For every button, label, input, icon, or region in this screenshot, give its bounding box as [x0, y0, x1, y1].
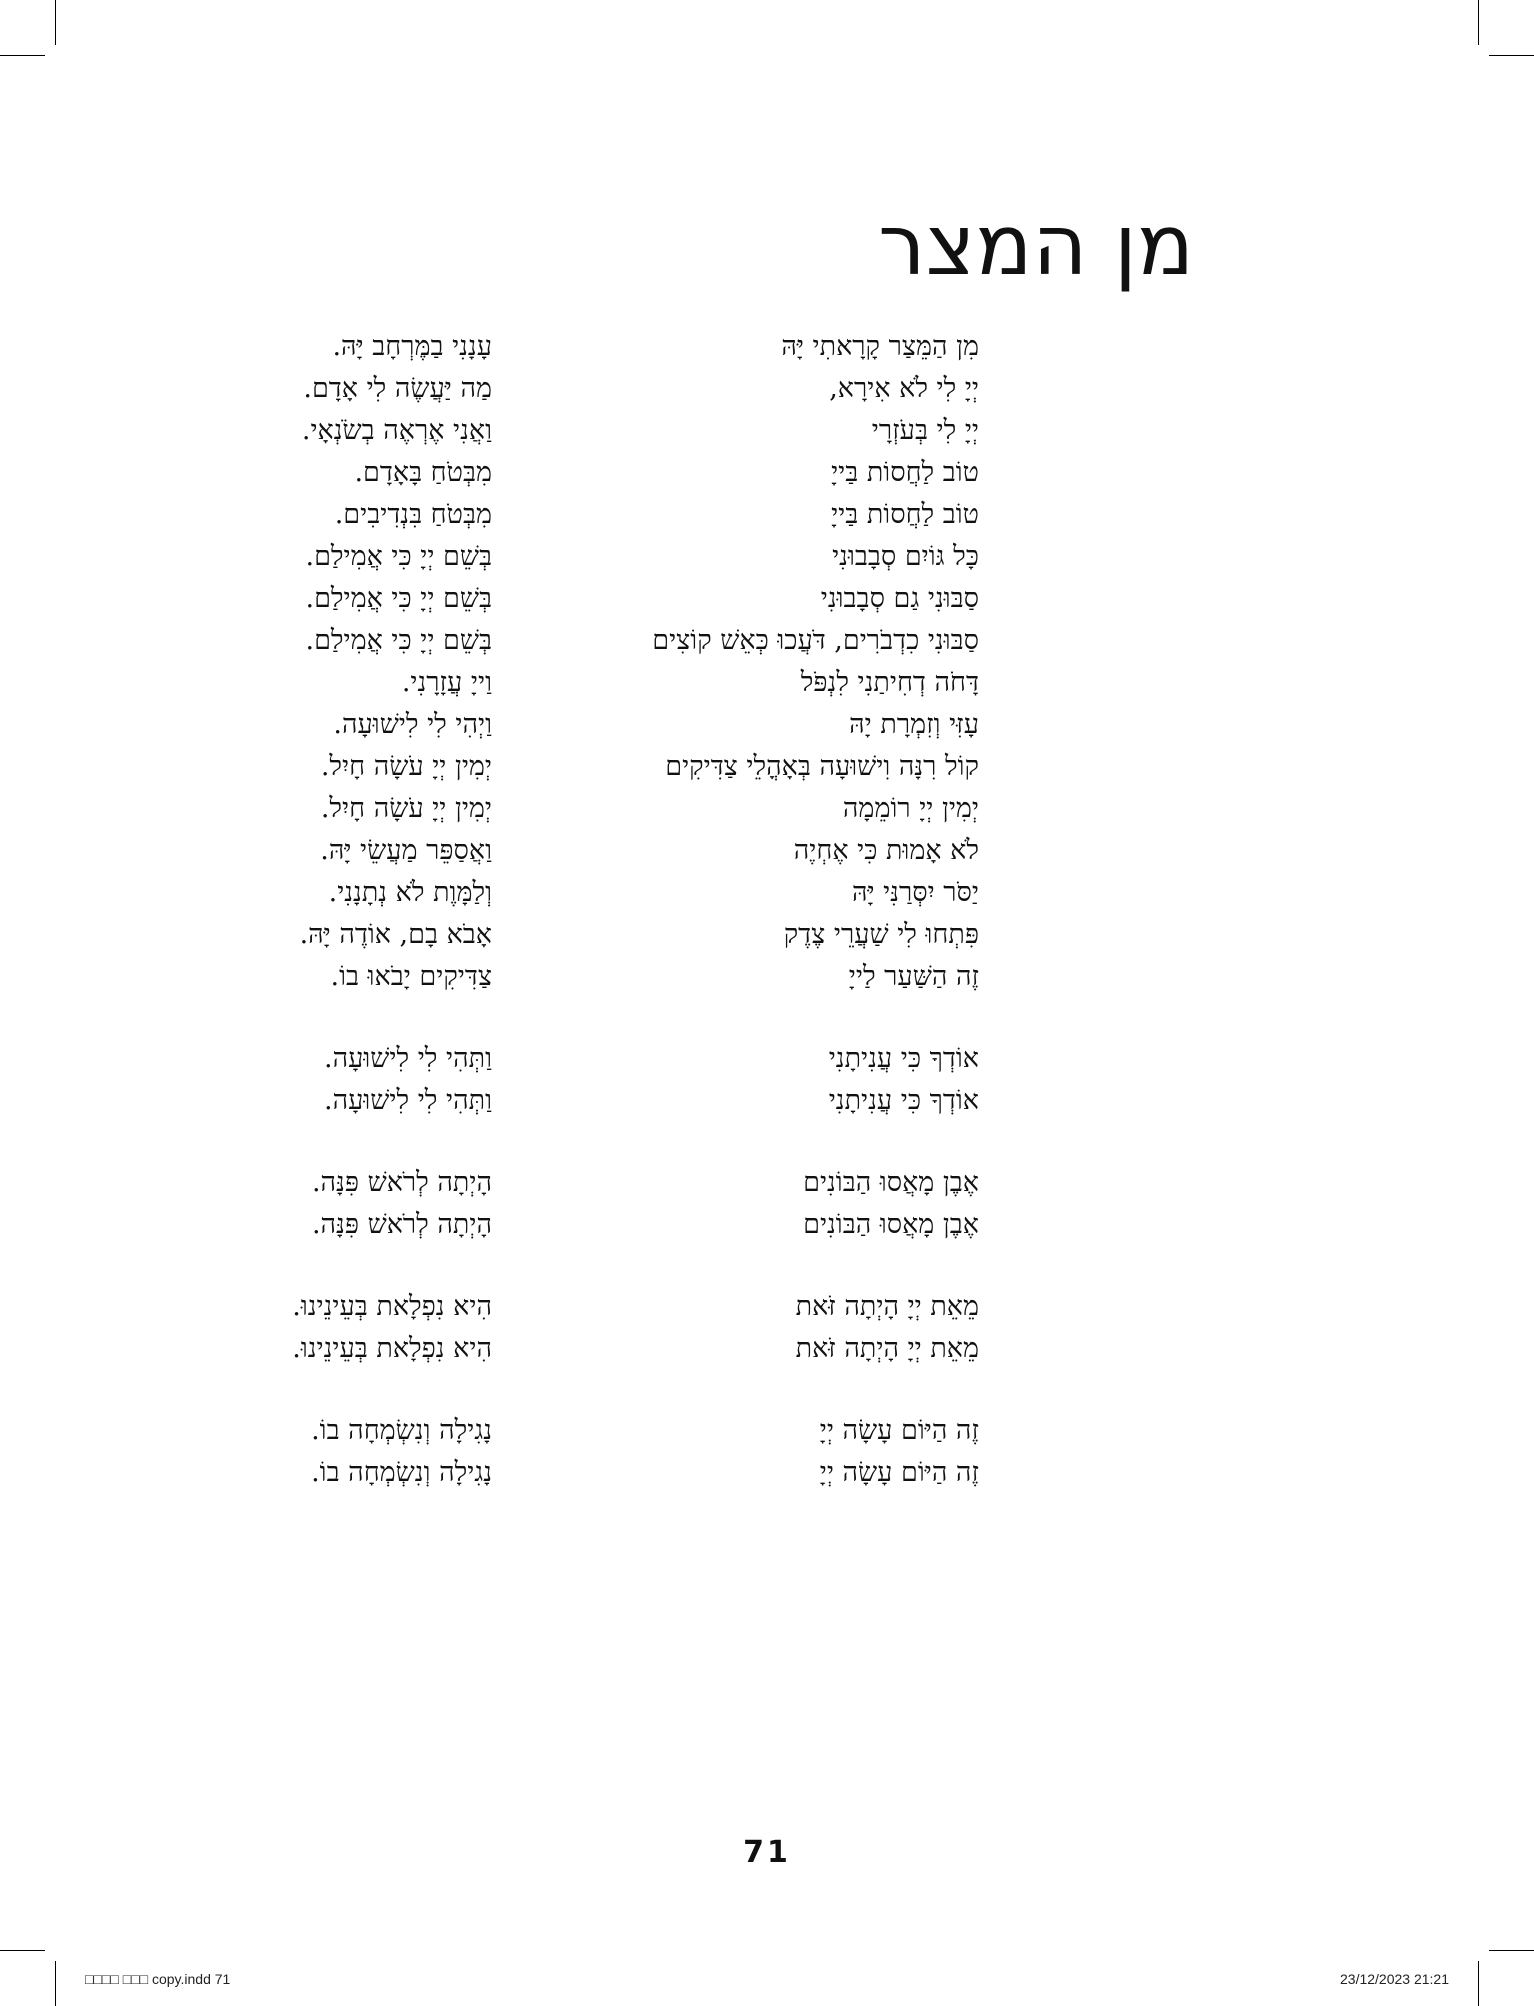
left-verse-line: וַאֲנִי אֶרְאֶה בְשֹׂנְאָי. [301, 415, 492, 446]
right-verse-line: זֶה הַיּוֹם עָשָׂה יְיָ [819, 1457, 979, 1488]
left-verse-line: וַייָ עֲזָרָנִי. [401, 667, 492, 698]
right-verse-line: סַבּוּנִי גַם סְבָבוּנִי [820, 583, 979, 614]
left-verse-line: וַאֲסַפֵּר מַעֲשֵׂי יָּהּ. [320, 835, 492, 866]
stanza [509, 1410, 979, 1494]
right-verse-line: יַסֹּר יִסְּרַנִּי יָּהּ [851, 877, 979, 908]
left-verse-line: מִבְּטֹחַ בִּנְדִיבִים. [334, 499, 492, 530]
date-slug: 23/12/2023 21:21 [1340, 1971, 1449, 1987]
crop-mark [1489, 55, 1534, 56]
right-verse-line: אֶבֶן מָאֲסוּ הַבּוֹנִים [803, 1167, 979, 1198]
left-verse-line: וַתְּהִי לִי לִישׁוּעָה. [324, 1085, 492, 1116]
crop-mark [1478, 0, 1479, 45]
right-verse-line: טוֹב לַחֲסוֹת בַּייָ [831, 499, 979, 530]
left-verse-line: בְּשֵׁם יְיָ כִּי אֲמִילַם. [305, 625, 492, 656]
left-verse-line: אָבֹא בָם, אוֹדֶה יָּהּ. [299, 919, 492, 950]
right-verse-line: יְיָ לִי בְּעֹזְרָי [871, 415, 979, 446]
left-verse-line: וַתְּהִי לִי לִישׁוּעָה. [324, 1043, 492, 1074]
left-verse-line: בְּשֵׁם יְיָ כִּי אֲמִילַם. [305, 583, 492, 614]
right-verse-line: קוֹל רִנָּה וִישׁוּעָה בְּאָהֳלֵי צַדִּיקִים [665, 751, 979, 782]
right-verse-line: אוֹדְךָ כִּי עֲנִיתָנִי [828, 1043, 979, 1074]
stanza [509, 1162, 979, 1246]
left-verse-line: עָנָנִי בַמֶּרְחָב יָּהּ. [332, 331, 492, 362]
crop-mark [55, 0, 56, 45]
right-verse-line: דָּחֹה דְחִיתַנִי לִנְפֹּל [800, 667, 979, 698]
right-verse-line: מֵאֵת יְיָ הָיְתָה זֹּאת [795, 1333, 979, 1364]
left-verse-line: הָיְתָה לְרֹאשׁ פִּנָּה. [311, 1167, 492, 1198]
crop-mark [1489, 1950, 1534, 1951]
stanza [509, 1038, 979, 1122]
left-verse-line: הִיא נִפְלָאת בְּעֵינֵינוּ. [292, 1291, 492, 1322]
stanza [192, 1286, 492, 1370]
left-verse-line: בְּשֵׁם יְיָ כִּי אֲמִילַם. [305, 541, 492, 572]
right-verse-line: אוֹדְךָ כִּי עֲנִיתָנִי [828, 1085, 979, 1116]
stanza [192, 1410, 492, 1494]
right-verse-line: מֵאֵת יְיָ הָיְתָה זֹּאת [795, 1291, 979, 1322]
right-verse-line: זֶה הַשַּׁעַר לַייָ [848, 961, 979, 992]
right-verse-line: מִן הַמֵּצַר קָרָאתִי יָּהּ [781, 331, 979, 362]
crop-mark [0, 1950, 45, 1951]
poem-left-column [192, 326, 492, 1534]
right-verse-line: לֹא אָמוּת כִּי אֶחְיֶה [793, 835, 979, 866]
crop-mark [1478, 1961, 1479, 2006]
left-verse-line: מִבְּטֹחַ בָּאָדָם. [354, 457, 492, 488]
left-verse-line: יְמִין יְיָ עֹשָׂה חָיִל. [320, 793, 492, 824]
file-slug: □□□□ □□□ copy.indd 71 [85, 1971, 231, 1987]
left-verse-line: צַדִּיקִים יָבֹאוּ בוֹ. [330, 961, 492, 992]
left-verse-line: וְלַמָּוֶת לֹא נְתָנָנִי. [328, 877, 492, 908]
left-verse-line: נָגִילָה וְנִשְׂמְחָה בוֹ. [311, 1457, 492, 1488]
right-verse-line: סַבּוּנִי כִדְבֹרִים, דֹּעֲכוּ כְּאֵשׁ קוֹצִים [652, 625, 979, 656]
crop-mark [0, 55, 45, 56]
page-number: 71 [743, 1835, 791, 1870]
crop-mark [55, 1961, 56, 2006]
left-verse-line: מַה יַּעֲשֶׂה לִי אָדָם. [303, 373, 492, 404]
stanza [509, 326, 979, 998]
stanza [192, 1162, 492, 1246]
right-verse-line: כָּל גּוֹיִם סְבָבוּנִי [832, 541, 979, 572]
left-verse-line: הָיְתָה לְרֹאשׁ פִּנָּה. [311, 1209, 492, 1240]
right-verse-line: אֶבֶן מָאֲסוּ הַבּוֹנִים [803, 1209, 979, 1240]
stanza [192, 326, 492, 998]
poem-right-column [509, 326, 979, 1534]
right-verse-line: יְמִין יְיָ רוֹמֵמָה [842, 793, 979, 824]
page-title: מן המצר [878, 196, 1194, 294]
left-verse-line: הִיא נִפְלָאת בְּעֵינֵינוּ. [292, 1333, 492, 1364]
left-verse-line: נָגִילָה וְנִשְׂמְחָה בוֹ. [311, 1415, 492, 1446]
right-verse-line: זֶה הַיּוֹם עָשָׂה יְיָ [819, 1415, 979, 1446]
left-verse-line: וַיְהִי לִי לִישׁוּעָה. [333, 709, 492, 740]
left-verse-line: יְמִין יְיָ עֹשָׂה חָיִל. [320, 751, 492, 782]
right-verse-line: טוֹב לַחֲסוֹת בַּייָ [831, 457, 979, 488]
right-verse-line: פִּתְחוּ לִי שַׁעֲרֵי צֶדֶק [783, 919, 979, 950]
stanza [509, 1286, 979, 1370]
stanza [192, 1038, 492, 1122]
right-verse-line: יְיָ לִי לֹא אִירָא, [829, 373, 979, 404]
right-verse-line: עָזִּי וְזִמְרָת יָהּ [849, 709, 979, 740]
